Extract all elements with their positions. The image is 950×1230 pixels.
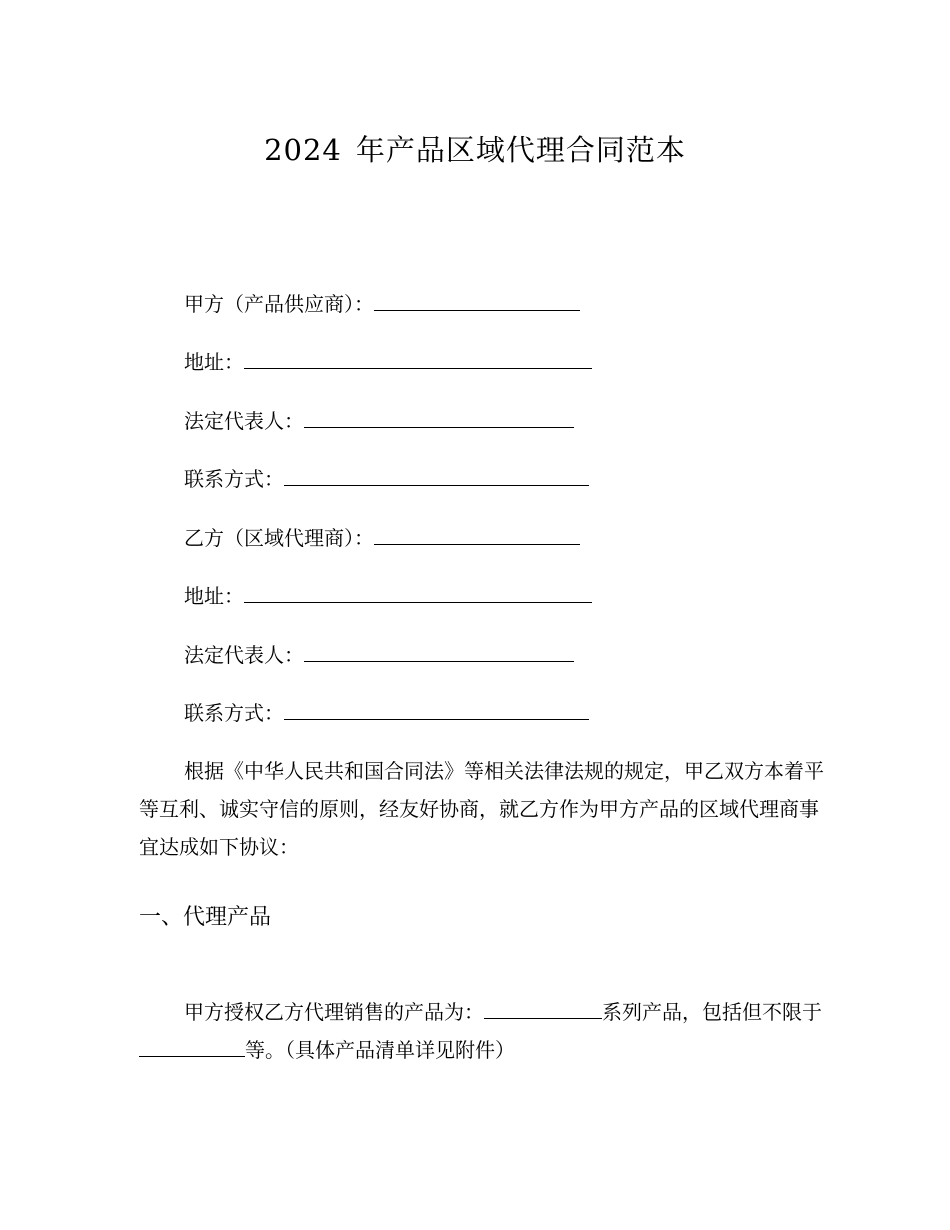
party-b-field — [184, 524, 580, 552]
section-1-text-after: 等。（具体产品清单详见附件） — [245, 1038, 515, 1062]
title-year: 2024 — [264, 133, 342, 167]
party-b-blank[interactable] — [374, 524, 580, 545]
party-a-contact-blank[interactable] — [284, 465, 589, 486]
party-b-address-field — [184, 582, 592, 610]
party-a-address-label: 地址： — [184, 350, 244, 374]
product-series-blank[interactable] — [484, 996, 602, 1019]
party-b-contact-label: 联系方式： — [184, 701, 284, 725]
party-a-blank[interactable] — [374, 290, 580, 311]
party-a-address-field — [184, 348, 592, 376]
party-a-contact-label: 联系方式： — [184, 467, 284, 491]
party-b-address-blank[interactable] — [244, 582, 592, 603]
section-1-heading: 一、代理产品 — [139, 905, 272, 930]
party-a-rep-blank[interactable] — [304, 407, 574, 428]
party-b-label: 乙方（区域代理商）： — [184, 526, 374, 550]
document-title — [0, 128, 950, 169]
party-a-address-blank[interactable] — [244, 348, 592, 369]
party-b-rep-field — [184, 641, 574, 669]
party-a-field — [184, 290, 580, 318]
party-b-contact-blank[interactable] — [284, 699, 589, 720]
section-1-text-middle: 系列产品，包括但不限于 — [602, 1000, 822, 1024]
party-a-contact-field — [184, 465, 589, 493]
party-b-address-label: 地址： — [184, 584, 244, 608]
party-a-rep-field — [184, 407, 574, 435]
party-b-rep-blank[interactable] — [304, 641, 574, 662]
product-items-blank[interactable] — [139, 1034, 245, 1057]
title-text: 年产品区域代理合同范本 — [355, 133, 686, 167]
party-a-label: 甲方（产品供应商）： — [184, 292, 374, 316]
party-a-rep-label: 法定代表人： — [184, 409, 304, 433]
party-b-contact-field — [184, 699, 589, 727]
section-1-text-before: 甲方授权乙方代理销售的产品为： — [184, 1000, 484, 1024]
section-1-paragraph — [139, 993, 829, 1069]
party-b-rep-label: 法定代表人： — [184, 643, 304, 667]
intro-paragraph: 根据《中华人民共和国合同法》等相关法律法规的规定，甲乙双方本着平等互利、诚实守信的原则，经友好协商，就乙方作为甲方产品的区域代理商事宜达成如下协议： — [139, 759, 824, 859]
